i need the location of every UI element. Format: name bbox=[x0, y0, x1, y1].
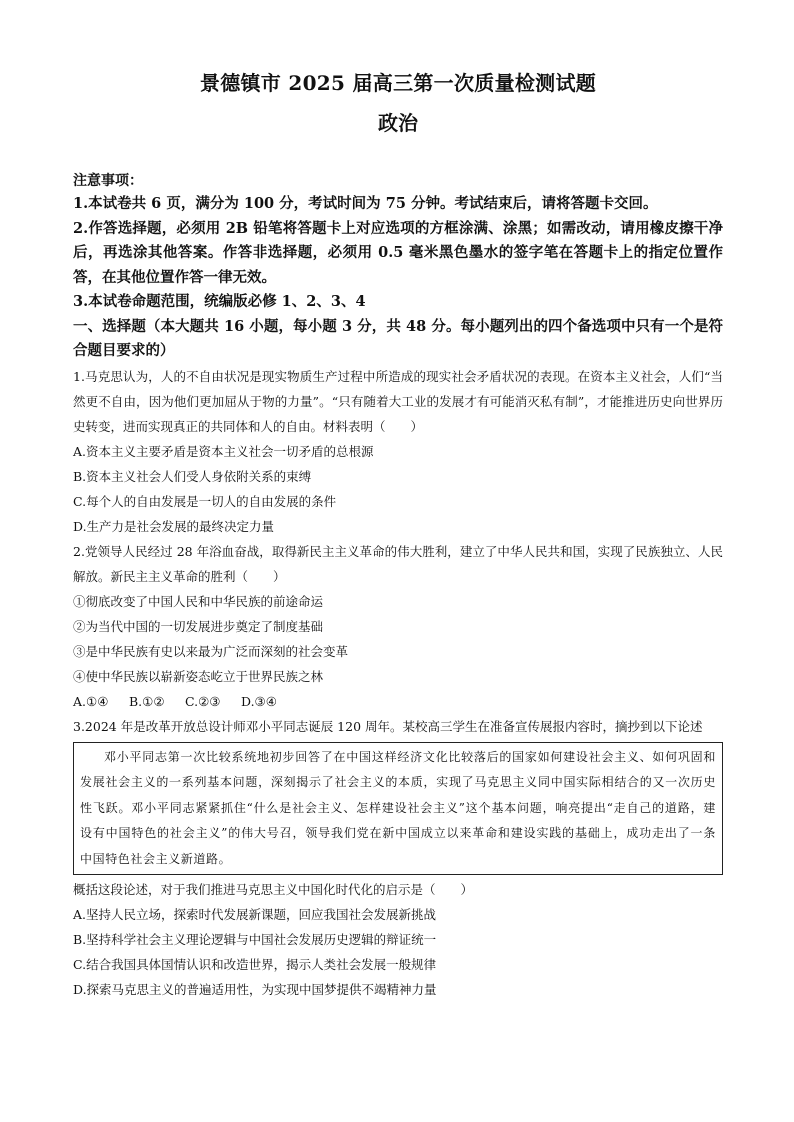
question-2-option-b: B.①② bbox=[129, 693, 165, 709]
notice-item-2: 2.作答选择题，必须用 2B 铅笔将答题卡上对应选项的方框涂满、涂黑；如需改动，请用橡皮擦干净后，再选涂其他答案。作答非选择题，必须用 0.5 毫米黑色墨水的签字笔在答题卡上的指定位置作答，在其他位置作答一律无效。 bbox=[73, 219, 723, 286]
question-1-option-a: A.资本主义主要矛盾是资本主义社会一切矛盾的总根源 bbox=[73, 443, 374, 459]
question-1 bbox=[73, 364, 723, 539]
question-3-option-b: B.坚持科学社会主义理论逻辑与中国社会发展历史逻辑的辩证统一 bbox=[73, 932, 437, 947]
question-3-option-a: A.坚持人民立场，探索时代发展新课题，回应我国社会发展新挑战 bbox=[73, 907, 437, 922]
section-heading-choice: 一、选择题（本大题共 16 小题，每小题 3 分，共 48 分。每小题列出的四个备选项中只有一个是符合题目要求的） bbox=[73, 317, 723, 359]
notice-item-3: 3.本试卷命题范围，统编版必修 1、2、3、4 bbox=[73, 293, 366, 310]
question-2-statement-3: ③是中华民族有史以来最为广泛而深刻的社会变革 bbox=[73, 643, 349, 659]
question-2-stem: 2.党领导人民经过 28 年浴血奋战，取得新民主主义革命的伟大胜利，建立了中华人民共和国，实现了民族独立、人民解放。新民主主义革命的胜利（ ） bbox=[73, 543, 723, 584]
exam-title: 景德镇市 2025 届高三第一次质量检测试题 bbox=[199, 71, 597, 95]
question-2-option-d: D.③④ bbox=[241, 693, 277, 709]
question-2-option-a: A.①④ bbox=[73, 693, 109, 709]
question-3-stem: 3.2024 年是改革开放总设计师邓小平同志诞辰 120 周年。某校高三学生在准备宣传展报内容时，摘抄到以下论述 bbox=[73, 718, 703, 734]
question-2-options bbox=[73, 689, 723, 714]
question-2-statement-1: ①彻底改变了中国人民和中华民族的前途命运 bbox=[73, 593, 324, 609]
question-3-quote-box: 邓小平同志第一次比较系统地初步回答了在中国这样经济文化比较落后的国家如何建设社会主义、如何巩固和发展社会主义的一系列基本问题，深刻揭示了社会主义的本质，实现了马克思主义同中国实际相结合的又一次历史性飞跃。邓小平同志紧紧抓住“什么是社会主义、怎样建设社会主义”这个基本问题，响亮提出“走自己的道路，建设有中国特色的社会主义”的伟大号召，领导我们党在新中国成立以来革命和建设实践的基础上，成功走出了一条中国特色社会主义新道路。 bbox=[73, 742, 723, 876]
question-1-option-b: B.资本主义社会人们受人身依附关系的束缚 bbox=[73, 468, 312, 484]
question-1-option-c: C.每个人的自由发展是一切人的自由发展的条件 bbox=[73, 493, 337, 509]
exam-page bbox=[73, 66, 723, 1002]
notice-item-1: 1.本试卷共 6 页，满分为 100 分，考试时间为 75 分钟。考试结束后，请将答题卡交回。 bbox=[73, 195, 658, 212]
question-1-stem: 1.马克思认为，人的不自由状况是现实物质生产过程中所造成的现实社会矛盾状况的表现。在资本主义社会，人们“当然更不自由，因为他们更加屈从于物的力量”。“只有随着大工业的发展才有可能消灭私有制”，才能推进历史向世界历史转变，进而实现真正的共同体和人的自由。材料表明（ ） bbox=[73, 368, 723, 434]
question-3-option-c: C.结合我国具体国情认识和改造世界，揭示人类社会发展一般规律 bbox=[73, 957, 437, 972]
question-3-prompt: 概括这段论述，对于我们推进马克思主义中国化时代化的启示是（ ） bbox=[73, 882, 474, 897]
question-2-statement-2: ②为当代中国的一切发展进步奠定了制度基础 bbox=[73, 618, 324, 634]
question-2 bbox=[73, 539, 723, 714]
question-1-option-d: D.生产力是社会发展的最终决定力量 bbox=[73, 518, 275, 534]
question-2-statement-4: ④使中华民族以崭新姿态屹立于世界民族之林 bbox=[73, 668, 324, 684]
question-2-option-c: C.②③ bbox=[185, 693, 221, 709]
exam-subject: 政治 bbox=[378, 111, 418, 135]
notice-heading: 注意事项： bbox=[73, 173, 143, 189]
question-3 bbox=[73, 714, 723, 1003]
question-3-option-d: D.探索马克思主义的普遍适用性，为实现中国梦提供不竭精神力量 bbox=[73, 982, 437, 997]
